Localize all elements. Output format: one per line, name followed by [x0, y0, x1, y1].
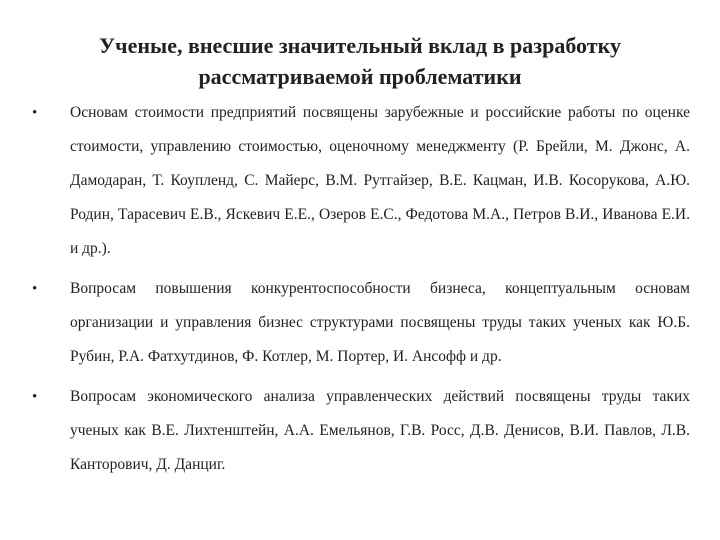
- bullet-dot-icon: •: [32, 105, 38, 121]
- bullet-text: Вопросам повышения конкурентоспособности бизнеса, концептуальным основам организации и управления бизнес структурами посвящены труды таких ученых как Ю.Б. Рубин, Р.А. Фатхутдинов, Ф. Котлер, М. Портер, И. Ансофф и др.: [70, 280, 690, 365]
- bullet-text: Вопросам экономического анализа управленческих действий посвящены труды таких ученых как В.Е. Лихтенштейн, А.А. Емельянов, Г.В. Росс, Д.В. Денисов, В.И. Павлов, Л.В. Канторович, Д. Данциг.: [70, 388, 690, 473]
- bullet-dot-icon: •: [32, 389, 38, 405]
- bullet-item-1: [30, 96, 690, 266]
- bullet-item-3: [30, 380, 690, 482]
- bullet-list: [30, 96, 690, 482]
- slide-title: Ученые, внесшие значительный вклад в разработку рассматриваемой проблематики: [99, 33, 621, 89]
- bullet-text: Основам стоимости предприятий посвящены зарубежные и российские работы по оценке стоимости, управлению стоимостью, оценочному менеджменту (Р. Брейли, М. Джонс, А. Дамодаран, Т. Коупленд, С. Майерс, В.М. Рутгайзер, В.Е. Кацман, И.В. Косорукова, А.Ю. Родин, Тарасевич Е.В., Яскевич Е.Е., Озеров Е.С., Федотова М.А., Петров В.И., Иванова Е.И. и др.).: [70, 104, 690, 257]
- bullet-dot-icon: •: [32, 281, 38, 297]
- bullet-item-2: [30, 272, 690, 374]
